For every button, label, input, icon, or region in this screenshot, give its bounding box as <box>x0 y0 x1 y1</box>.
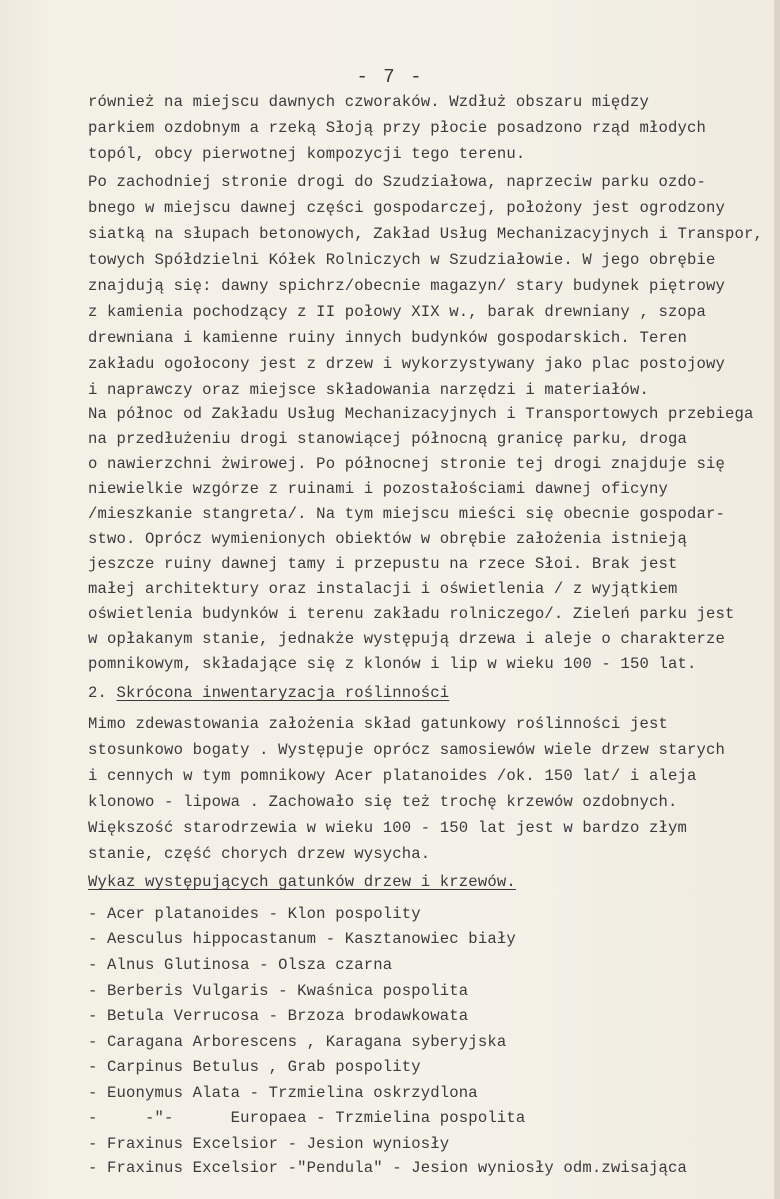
section-title: Skrócona inwentaryzacja roślinności <box>116 684 450 702</box>
paragraph-line: Na północ od Zakładu Usług Mechanizacyjnych i Transportowych przebiega <box>88 405 754 423</box>
list-item: - Fraxinus Excelsior - Jesion wyniosły <box>88 1135 450 1153</box>
list-item: - Carpinus Betulus , Grab pospolity <box>88 1058 421 1076</box>
paragraph-line: siatką na słupach betonowych, Zakład Usług Mechanizacyjnych i Transpor, <box>88 225 764 243</box>
paragraph-line: na przedłużeniu drogi stanowiącej północną granicę parku, droga <box>88 430 687 448</box>
paragraph-line: stosunkowo bogaty . Występuje oprócz samosiewów wiele drzew starych <box>88 741 726 759</box>
paragraph-line: małej architektury oraz instalacji i oświetlenia / z wyjątkiem <box>88 580 678 598</box>
paragraph-line: Po zachodniej stronie drogi do Szudziałowa, naprzeciw parku ozdo- <box>88 173 707 191</box>
list-item: - Acer platanoides - Klon pospolity <box>88 905 421 923</box>
paragraph-line: jeszcze ruiny dawnej tamy i przepustu na rzece Słoi. Brak jest <box>88 555 678 573</box>
list-item: - Betula Verrucosa - Brzoza brodawkowata <box>88 1007 469 1025</box>
paragraph-line: bnego w miejscu dawnej części gospodarczej, położony jest ogrodzony <box>88 199 726 217</box>
list-item: - Fraxinus Excelsior -"Pendula" - Jesion wyniosły odm.zwisająca <box>88 1159 687 1177</box>
paragraph-line: niewielkie wzgórze z ruinami i pozostałościami dawnej oficyny <box>88 480 668 498</box>
section-heading <box>88 683 449 703</box>
paragraph-line: o nawierzchni żwirowej. Po północnej stronie tej drogi znajduje się <box>88 455 726 473</box>
paragraph-line: i cennych w tym pomnikowy Acer platanoides /ok. 150 lat/ i aleja <box>88 767 697 785</box>
paragraph-line: drewniana i kamienne ruiny innych budynków gospodarskich. Teren <box>88 329 687 347</box>
paragraph-line: pomnikowym, składające się z klonów i lip w wieku 100 - 150 lat. <box>88 655 697 673</box>
paragraph-line: Mimo zdewastowania założenia skład gatunkowy roślinności jest <box>88 715 668 733</box>
list-heading: Wykaz występujących gatunków drzew i krzewów. <box>88 873 516 891</box>
section-number: 2. <box>88 684 117 702</box>
paragraph-line: w opłakanym stanie, jednakże występują drzewa i aleje o charakterze <box>88 630 726 648</box>
paragraph-line: /mieszkanie stangreta/. Na tym miejscu mieści się obecnie gospodar- <box>88 505 726 523</box>
paragraph-line: również na miejscu dawnych czworaków. Wzdłuż obszaru między <box>88 93 649 111</box>
paragraph-line: Większość starodrzewia w wieku 100 - 150 lat jest w bardzo złym <box>88 819 687 837</box>
paragraph-line: klonowo - lipowa . Zachowało się też trochę krzewów ozdobnych. <box>88 793 678 811</box>
list-item: - Aesculus hippocastanum - Kasztanowiec biały <box>88 930 516 948</box>
paragraph-line: z kamienia pochodzący z II połowy XIX w., barak drewniany , szopa <box>88 303 707 321</box>
paragraph-line: stanie, część chorych drzew wysycha. <box>88 845 431 863</box>
list-item: - Caragana Arborescens , Karagana syberyjska <box>88 1033 507 1051</box>
paragraph-line: znajdują się: dawny spichrz/obecnie magazyn/ stary budynek piętrowy <box>88 277 726 295</box>
paragraph-line: i naprawczy oraz miejsce składowania narzędzi i materiałów. <box>88 381 649 399</box>
paragraph-line: towych Spółdzielni Kółek Rolniczych w Szudziałowie. W jego obrębie <box>88 251 716 269</box>
paragraph-line: topól, obcy pierwotnej kompozycji tego terenu. <box>88 145 526 163</box>
list-item: - -"- Europaea - Trzmielina pospolita <box>88 1109 526 1127</box>
list-item: - Alnus Glutinosa - Olsza czarna <box>88 956 393 974</box>
paragraph-line: oświetlenia budynków i terenu zakładu rolniczego/. Zieleń parku jest <box>88 605 735 623</box>
page-edge <box>774 0 780 1199</box>
list-item: - Euonymus Alata - Trzmielina oskrzydlona <box>88 1084 478 1102</box>
paragraph-line: stwo. Oprócz wymienionych obiektów w obrębie założenia istnieją <box>88 530 687 548</box>
paragraph-line: parkiem ozdobnym a rzeką Słoją przy płocie posadzono rząd młodych <box>88 119 707 137</box>
page-number: - 7 - <box>356 66 424 88</box>
paragraph-line: zakładu ogołocony jest z drzew i wykorzystywany jako plac postojowy <box>88 355 726 373</box>
list-item: - Berberis Vulgaris - Kwaśnica pospolita <box>88 982 469 1000</box>
